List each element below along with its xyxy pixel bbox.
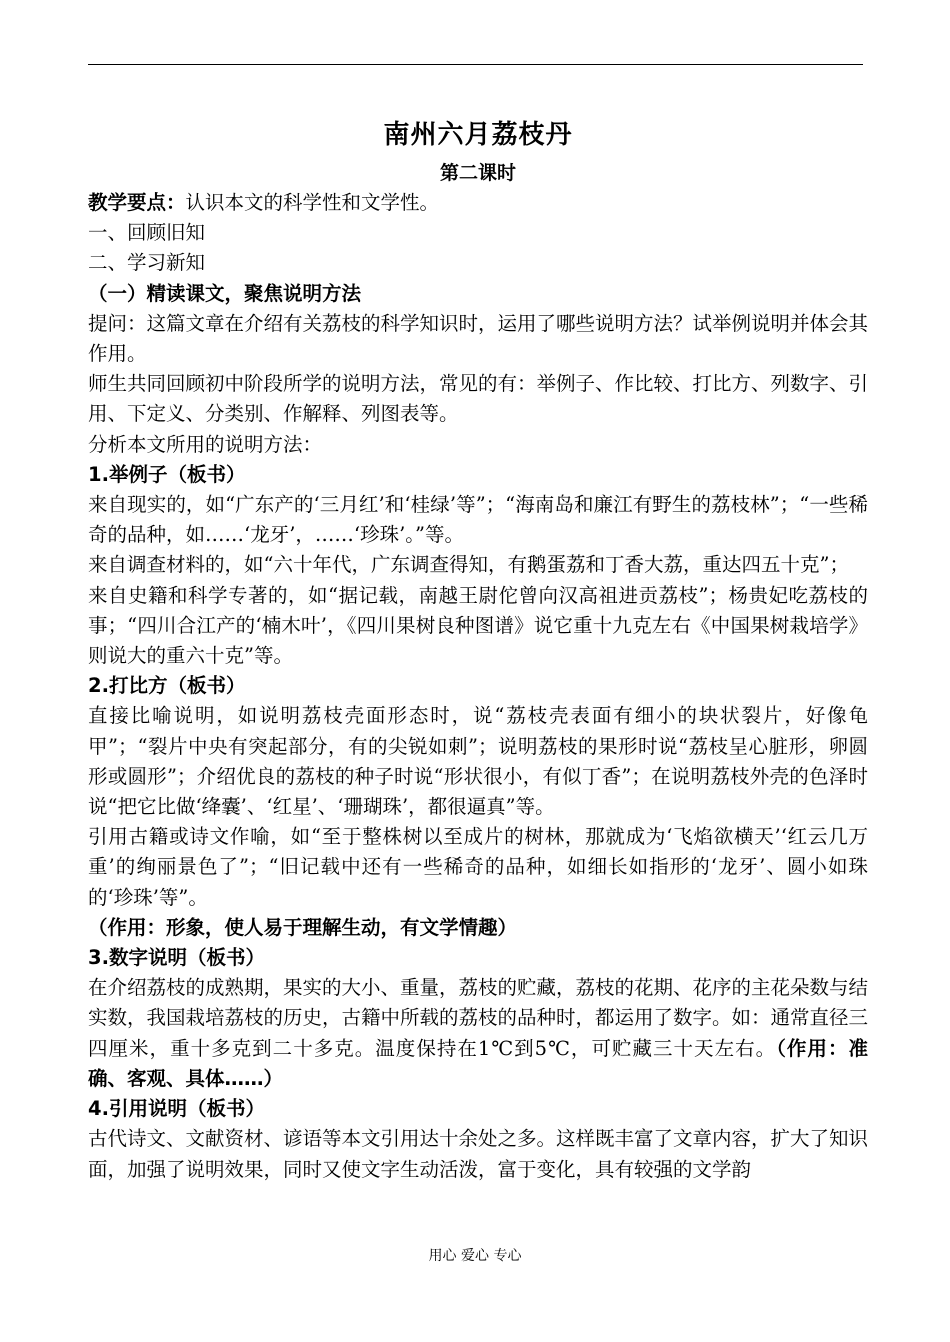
document-subtitle: 第二课时 [439,162,516,184]
method-2-heading: 2.打比方（板书） [88,674,246,698]
section-heading: （一）精读课文，聚焦说明方法 [88,281,362,305]
document-title: 南州六月荔枝丹 [383,120,573,150]
step-review: 一、回顾旧知 [88,221,206,245]
method-1-heading: 1.举例子（板书） [88,462,246,486]
method-1-paragraph-3: 来自史籍和科学专著的，如“据记载，南越王尉佗曾向汉高祖进贡荔枝”；杨贵妃吃荔枝的事；“四川合江产的‘楠木叶’，《四川果树良种图谱》说它重十九克左右《中国果树栽培学》则说大的重六十克”等。 [88,583,868,668]
question-paragraph: 提问：这篇文章在介绍有关荔枝的科学知识时，运用了哪些说明方法？试举例说明并体会其作用。 [88,311,869,366]
method-2-paragraph-1: 直接比喻说明，如说明荔枝壳面形态时，说“荔枝壳表面有细小的块状裂片，好像龟甲”；“裂片中央有突起部分，有的尖锐如刺”；说明荔枝的果形时说“荔枝呈心脏形，卵圆形或圆形”；介绍优良的荔枝的种子时说“形状很小，有似丁香”；在说明荔枝外壳的色泽时说“把它比做‘绛囊’、‘红星’、‘珊瑚珠’，都很逼真”等。 [88,704,868,819]
method-3-paragraph [88,973,868,1094]
method-1-paragraph-1: 来自现实的，如“广东产的‘三月红’和‘桂绿’等”；“海南岛和廉江有野生的荔枝林”；“一些稀奇的品种，如……‘龙牙’，……‘珍珠’。”等。 [88,493,868,547]
method-2-paragraph-2: 引用古籍或诗文作喻，如“至于整株树以至成片的树林，那就成为‘飞焰欲横天’‘红云几万重’的绚丽景色了”；“旧记载中还有一些稀奇的品种，如细长如指形的‘龙牙’、圆小如珠的‘珍珠’等”。 [88,825,868,909]
step-learn: 二、学习新知 [88,251,206,275]
method-3-heading: 3.数字说明（板书） [88,946,265,970]
method-1-paragraph-2: 来自调查材料的，如“六十年代，广东调查得知，有鹅蛋荔和丁香大荔，重达四五十克”； [88,553,849,577]
focus-label: 教学要点： [88,191,186,214]
teaching-focus [88,188,868,218]
review-paragraph: 师生共同回顾初中阶段所学的说明方法，常见的有：举例子、作比较、打比方、列数字、引用、下定义、分类别、作解释、列图表等。 [88,372,869,426]
document-body [88,112,868,1185]
method-4-heading: 4.引用说明（板书） [88,1097,265,1121]
method-3-effect: （作用：准确、客观、具体……） [88,1036,868,1090]
method-3-text: 在介绍荔枝的成熟期，果实的大小、重量，荔枝的贮藏，荔枝的花期、花序的主花朵数与结实数，我国栽培荔枝的历史，古籍中所载的荔枝的品种时，都运用了数字。如：通常直径三四厘米，重十多克到二十多克。温度保持在1℃到5℃，可贮藏三十天左右。 [88,976,869,1060]
header-rule [88,64,863,65]
page-footer: 用心 爱心 专心 [428,1248,522,1264]
focus-text: 认识本文的科学性和文学性。 [185,191,440,214]
analysis-intro: 分析本文所用的说明方法： [88,432,323,456]
method-4-paragraph: 古代诗文、文献资材、谚语等本文引用达十余处之多。这样既丰富了文章内容，扩大了知识面，加强了说明效果，同时又使文字生动活泼，富于变化，具有较强的文学韵 [88,1127,869,1181]
method-2-effect: （作用：形象，使人易于理解生动，有文学情趣） [88,915,518,939]
